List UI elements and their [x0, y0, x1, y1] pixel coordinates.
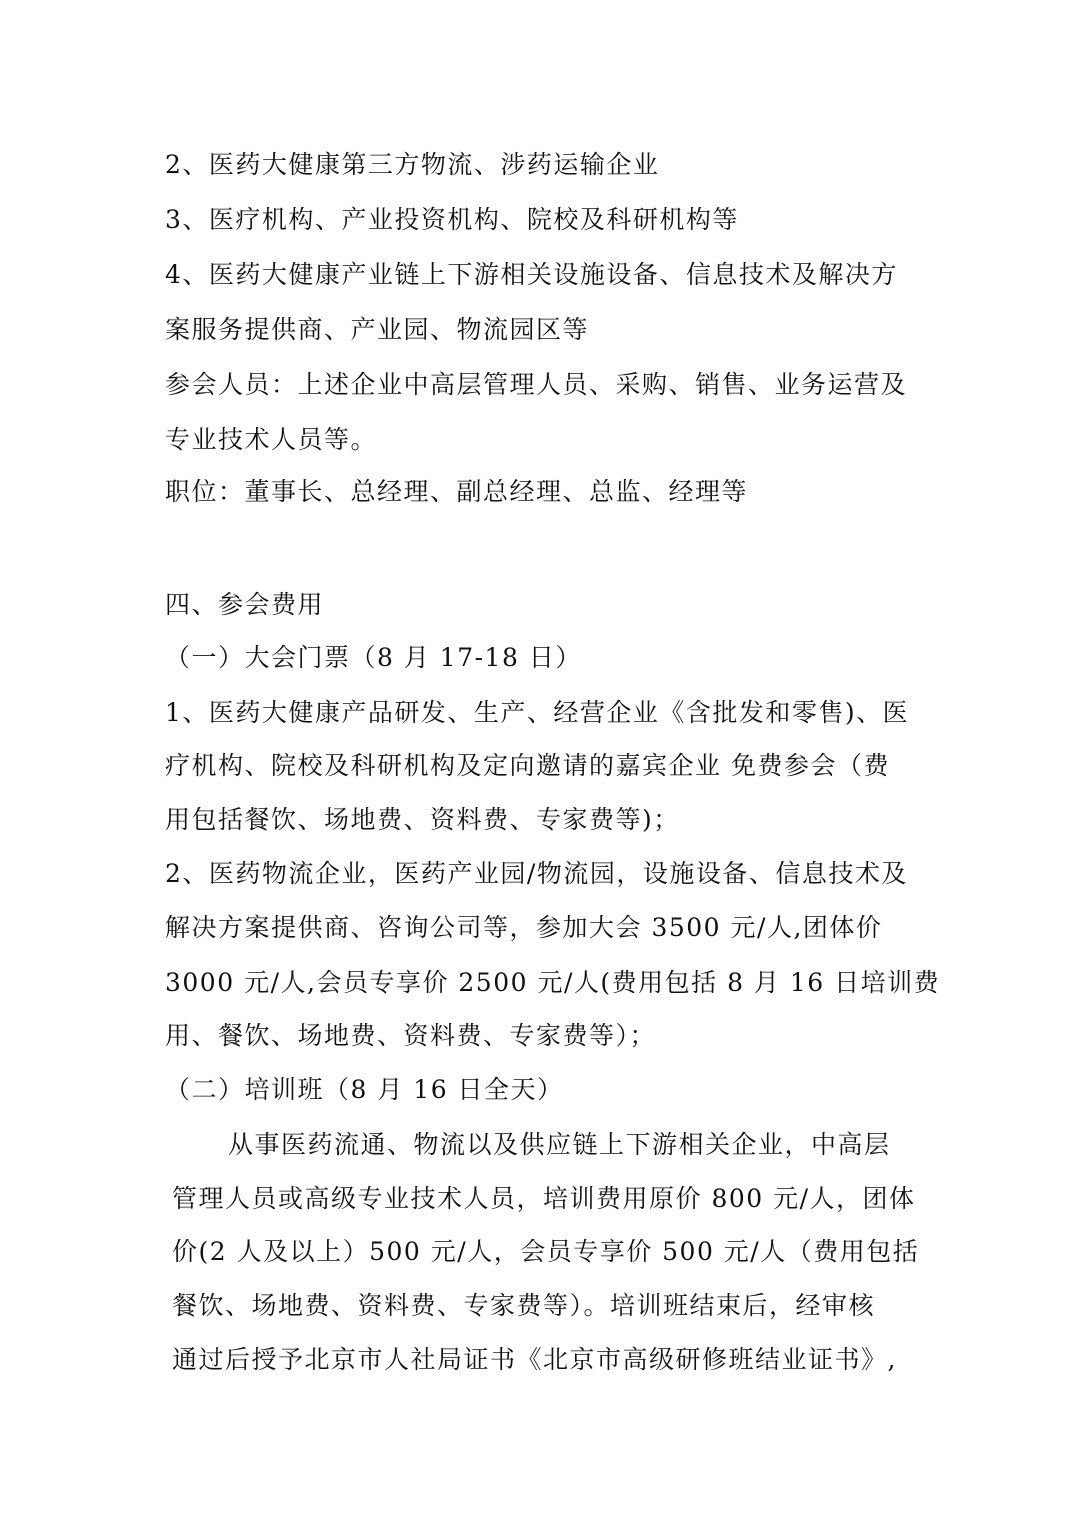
fee-item-1-line3: 用包括餐饮、场地费、资料费、专家费等)；	[165, 805, 680, 834]
subheading-training: （二）培训班（8 月 16 日全天）	[165, 1075, 564, 1104]
training-paragraph-line5: 通过后授予北京市人社局证书《北京市高级研修班结业证书》,	[172, 1345, 897, 1374]
fee-item-2-line3: 3000 元/人,会员专享价 2500 元/人(费用包括 8 月 16 日培训费	[165, 968, 941, 997]
fee-item-1-line1: 1、医药大健康产品研发、生产、经营企业《含批发和零售)、医	[165, 698, 910, 727]
list-item-institutions: 3、医疗机构、产业投资机构、院校及科研机构等	[165, 205, 739, 234]
positions: 职位：董事长、总经理、副总经理、总监、经理等	[165, 477, 749, 506]
training-paragraph-line4: 餐饮、场地费、资料费、专家费等）。培训班结束后，经审核	[172, 1291, 876, 1320]
fee-item-1-line2: 疗机构、院校及科研机构及定向邀请的嘉宾企业 免费参会（费	[165, 751, 890, 780]
fee-item-2-line1: 2、医药物流企业，医药产业园/物流园，设施设备、信息技术及	[165, 859, 908, 888]
training-paragraph-line2: 管理人员或高级专业技术人员，培训费用原价 800 元/人，团体	[172, 1184, 916, 1213]
training-paragraph-line1: 从事医药流通、物流以及供应链上下游相关企业，中高层	[228, 1130, 891, 1159]
list-item-suppliers-line2: 案服务提供商、产业园、物流园区等	[165, 315, 590, 344]
attendees-line2: 专业技术人员等。	[165, 425, 378, 454]
section-heading-fees: 四、参会费用	[165, 590, 325, 619]
attendees-line1: 参会人员：上述企业中高层管理人员、采购、销售、业务运营及	[165, 370, 908, 399]
training-paragraph-line3: 价(2 人及以上）500 元/人，会员专享价 500 元/人（费用包括	[172, 1237, 920, 1266]
list-item-suppliers-line1: 4、医药大健康产业链上下游相关设施设备、信息技术及解决方	[165, 260, 898, 289]
subheading-conference-ticket: （一）大会门票（8 月 17-18 日）	[165, 643, 582, 672]
fee-item-2-line2: 解决方案提供商、咨询公司等，参加大会 3500 元/人,团体价	[165, 913, 883, 942]
list-item-logistics: 2、医药大健康第三方物流、涉药运输企业	[165, 150, 660, 179]
fee-item-2-line4: 用、餐饮、场地费、资料费、专家费等）；	[165, 1021, 657, 1050]
